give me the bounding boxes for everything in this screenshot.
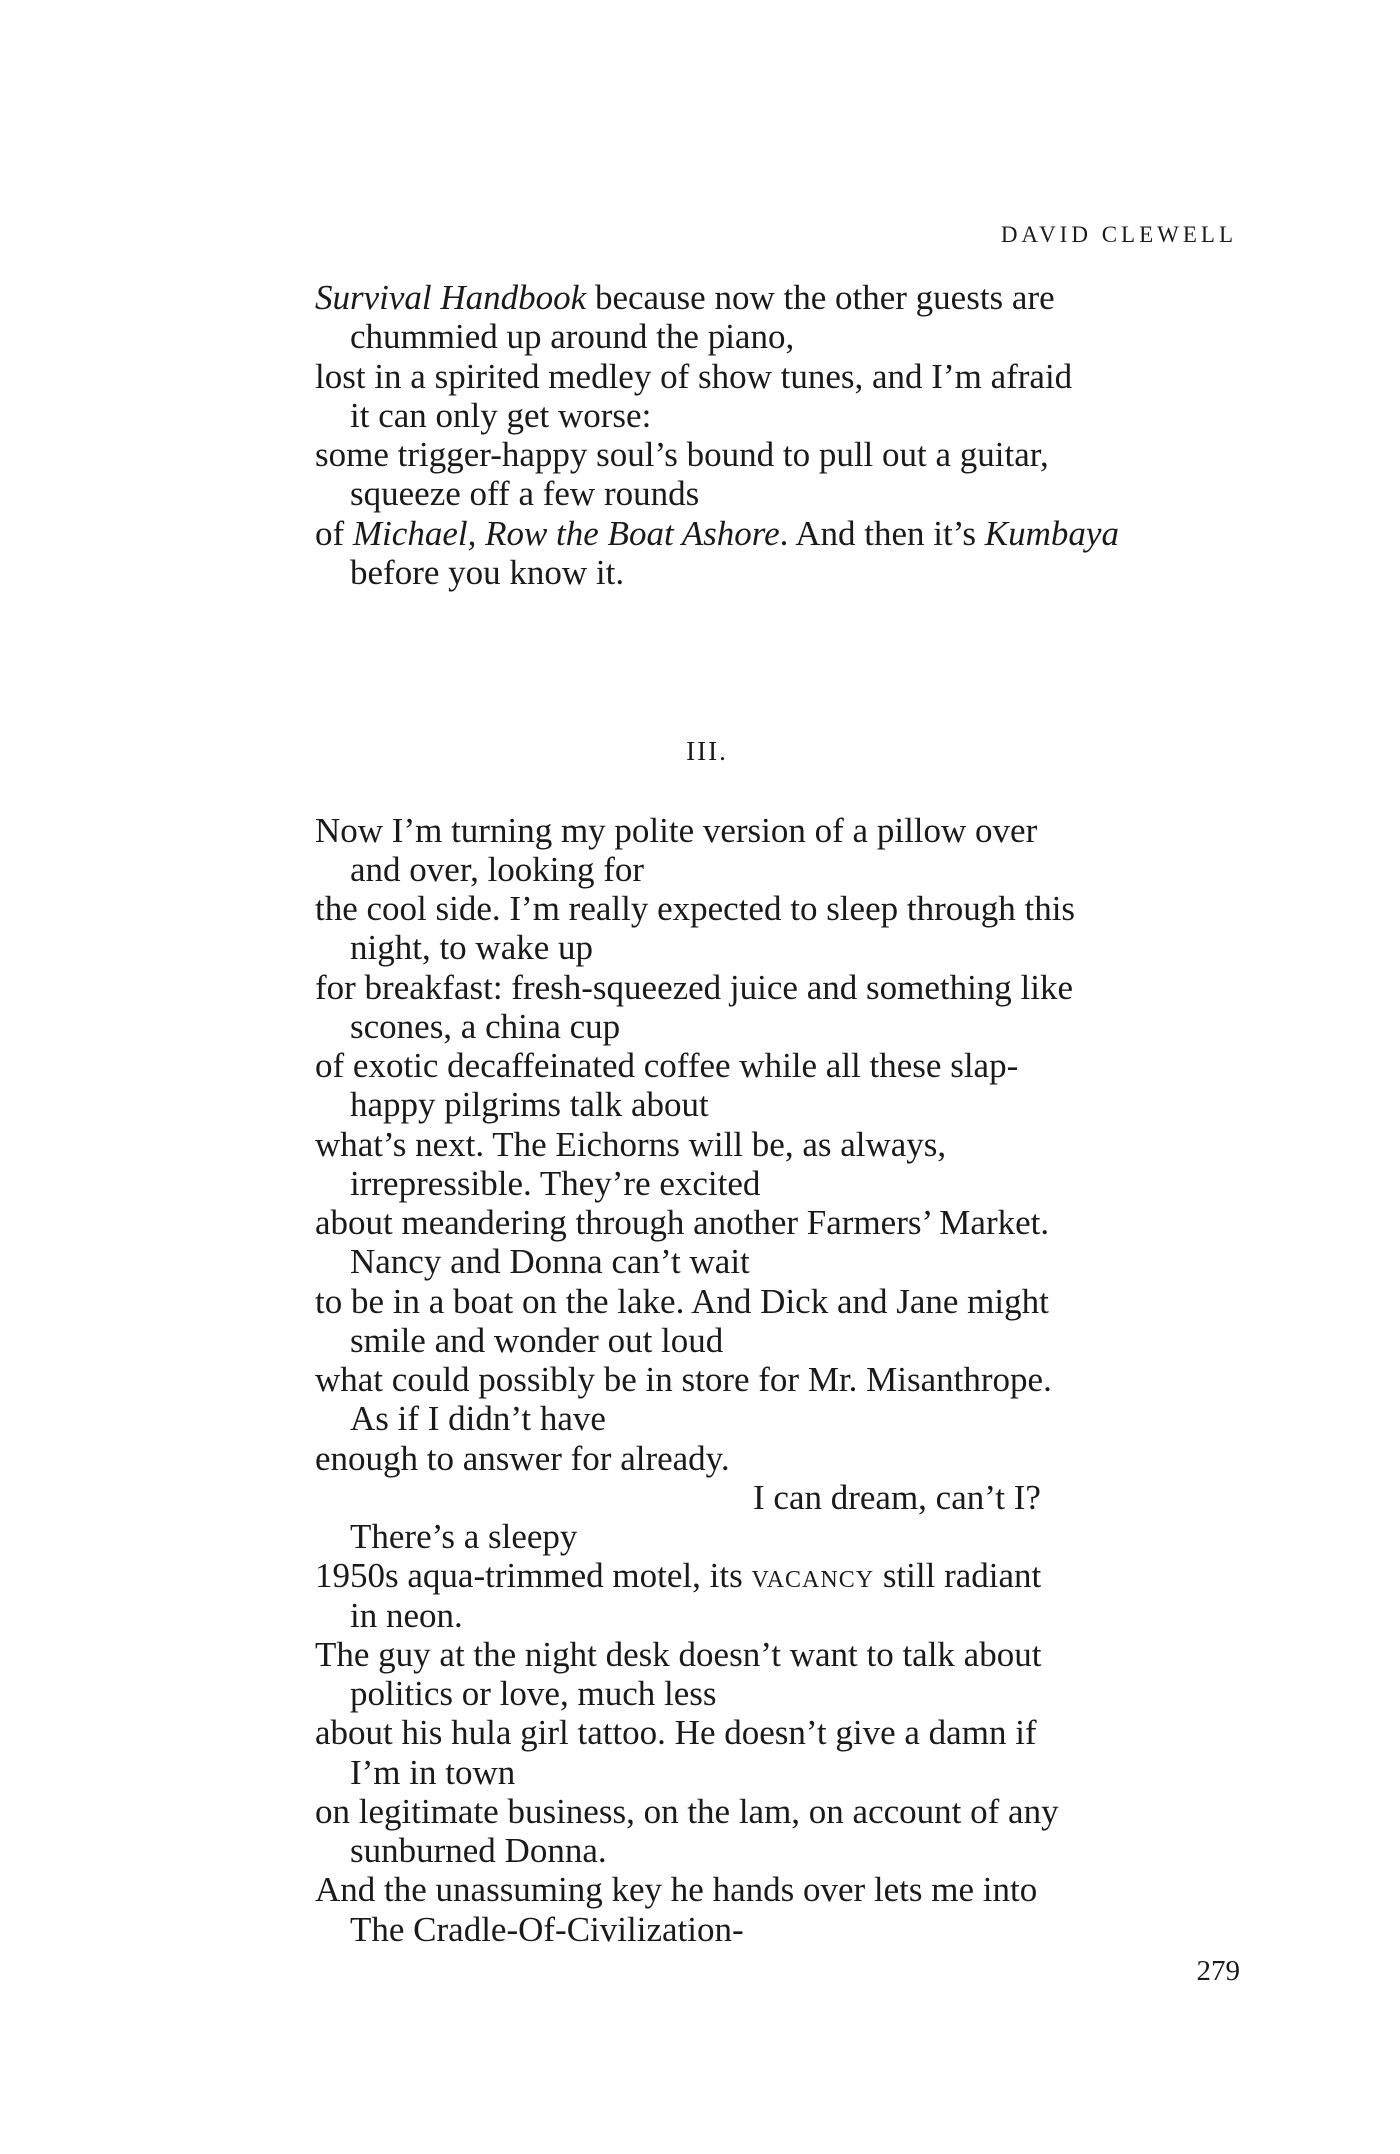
line-text: night, to wake up — [350, 928, 594, 968]
line-text: on legitimate business, on the lam, on account of any — [315, 1791, 1059, 1831]
line-text: chummied up around the piano, — [350, 317, 795, 357]
poem-line — [315, 1910, 1275, 1949]
line-text: There’s a sleepy — [350, 1517, 578, 1556]
poem-line — [315, 396, 1275, 435]
poem-line — [315, 1399, 1275, 1438]
poem-line — [315, 1713, 1275, 1752]
line-text: in neon. — [350, 1595, 463, 1635]
line-text: about his hula girl tattoo. He doesn’t give a damn if — [315, 1713, 1037, 1753]
poem-line — [315, 1439, 1275, 1478]
line-text: The guy at the night desk doesn’t want to talk about — [315, 1634, 1042, 1674]
line-text: of — [315, 513, 353, 553]
line-text: what’s next. The Eichorns will be, as always, — [315, 1124, 947, 1164]
line-text: lost in a spirited medley of show tunes, and I’m afraid — [315, 356, 1073, 396]
line-text: Now I’m turning my polite version of a pillow over — [315, 810, 1038, 850]
section-number: III. — [686, 736, 728, 766]
poem-section-3 — [315, 811, 1275, 1949]
poem-line — [315, 1478, 1275, 1517]
running-head-author: DAVID CLEWELL — [1000, 222, 1237, 247]
poem-line — [315, 1242, 1275, 1281]
line-text: still radiant — [874, 1556, 1042, 1596]
line-text: before you know it. — [350, 552, 625, 592]
poem-line — [315, 278, 1275, 317]
line-text: politics or love, much less — [350, 1674, 717, 1713]
poem-line — [315, 889, 1275, 928]
italic-title-text: Survival Handbook — [315, 278, 587, 317]
poem-line — [315, 317, 1275, 356]
line-text: 1950s aqua-trimmed motel, its — [315, 1556, 752, 1596]
poem-line — [315, 1635, 1275, 1674]
line-text: I’m in town — [350, 1752, 516, 1792]
poem-line — [315, 514, 1275, 553]
poem-line — [315, 1360, 1275, 1399]
poem-line — [315, 1164, 1275, 1203]
poem-line — [315, 1282, 1275, 1321]
line-text: for breakfast: fresh-squeezed juice and something like — [315, 967, 1074, 1007]
poem-line — [315, 1203, 1275, 1242]
italic-title-text: Kumbaya — [984, 513, 1119, 553]
poem-text — [315, 278, 1275, 1949]
line-text: smile and wonder out loud — [350, 1320, 724, 1360]
poem-line — [315, 1125, 1275, 1164]
line-text: squeeze off a few rounds — [350, 474, 700, 514]
small-caps-text: VACANCY — [751, 1567, 875, 1594]
poem-line — [315, 1556, 1275, 1595]
poem-line — [315, 1792, 1275, 1831]
line-text: sunburned Donna. — [350, 1831, 607, 1870]
line-text: irrepressible. They’re excited — [350, 1163, 761, 1203]
line-text: happy pilgrims talk about — [350, 1085, 709, 1125]
line-text: what could possibly be in store for Mr. Misanthrope. — [315, 1360, 1052, 1399]
line-text: As if I didn’t have — [350, 1399, 606, 1439]
poem-line — [315, 968, 1275, 1007]
line-text: The Cradle-Of-Civilization- — [350, 1909, 744, 1949]
poem-line — [315, 474, 1275, 513]
poem-line — [315, 1753, 1275, 1792]
poem-line — [315, 811, 1275, 850]
line-text: I can dream, can’t I? — [753, 1477, 1041, 1517]
poem-line — [315, 357, 1275, 396]
line-text: because now the other guests are — [586, 278, 1055, 317]
line-text: it can only get worse: — [350, 395, 652, 435]
poem-line — [315, 1596, 1275, 1635]
line-text: And the unassuming key he hands over lets me into — [315, 1870, 1038, 1910]
poem-line — [315, 1870, 1275, 1909]
poem-line — [315, 1674, 1275, 1713]
poem-line — [315, 850, 1275, 889]
line-text: Nancy and Donna can’t wait — [350, 1242, 750, 1282]
poem-stanza-2-continued — [315, 278, 1275, 592]
poem-line — [315, 1517, 1275, 1556]
poem-line — [315, 1085, 1275, 1124]
poem-line — [315, 1321, 1275, 1360]
line-text: enough to answer for already. — [315, 1438, 730, 1478]
line-text: the cool side. I’m really expected to sleep through this — [315, 889, 1076, 928]
line-text: scones, a china cup — [350, 1006, 621, 1046]
page-number: 279 — [1196, 1955, 1240, 1987]
line-text: of exotic decaffeinated coffee while all these slap- — [315, 1046, 1019, 1085]
line-text: and over, looking for — [350, 849, 645, 889]
line-text: . And then it’s — [779, 513, 985, 553]
line-text: about meandering through another Farmers’ Market. — [315, 1203, 1050, 1242]
poem-line — [315, 1046, 1275, 1085]
italic-title-text: Michael, Row the Boat Ashore — [352, 513, 780, 553]
poem-line — [315, 928, 1275, 967]
line-text: to be in a boat on the lake. And Dick and Jane might — [315, 1281, 1049, 1321]
line-text: some trigger-happy soul’s bound to pull out a guitar, — [315, 435, 1049, 474]
poem-line — [315, 553, 1275, 592]
poem-line — [315, 435, 1275, 474]
poem-line — [315, 1007, 1275, 1046]
poem-line — [315, 1831, 1275, 1870]
